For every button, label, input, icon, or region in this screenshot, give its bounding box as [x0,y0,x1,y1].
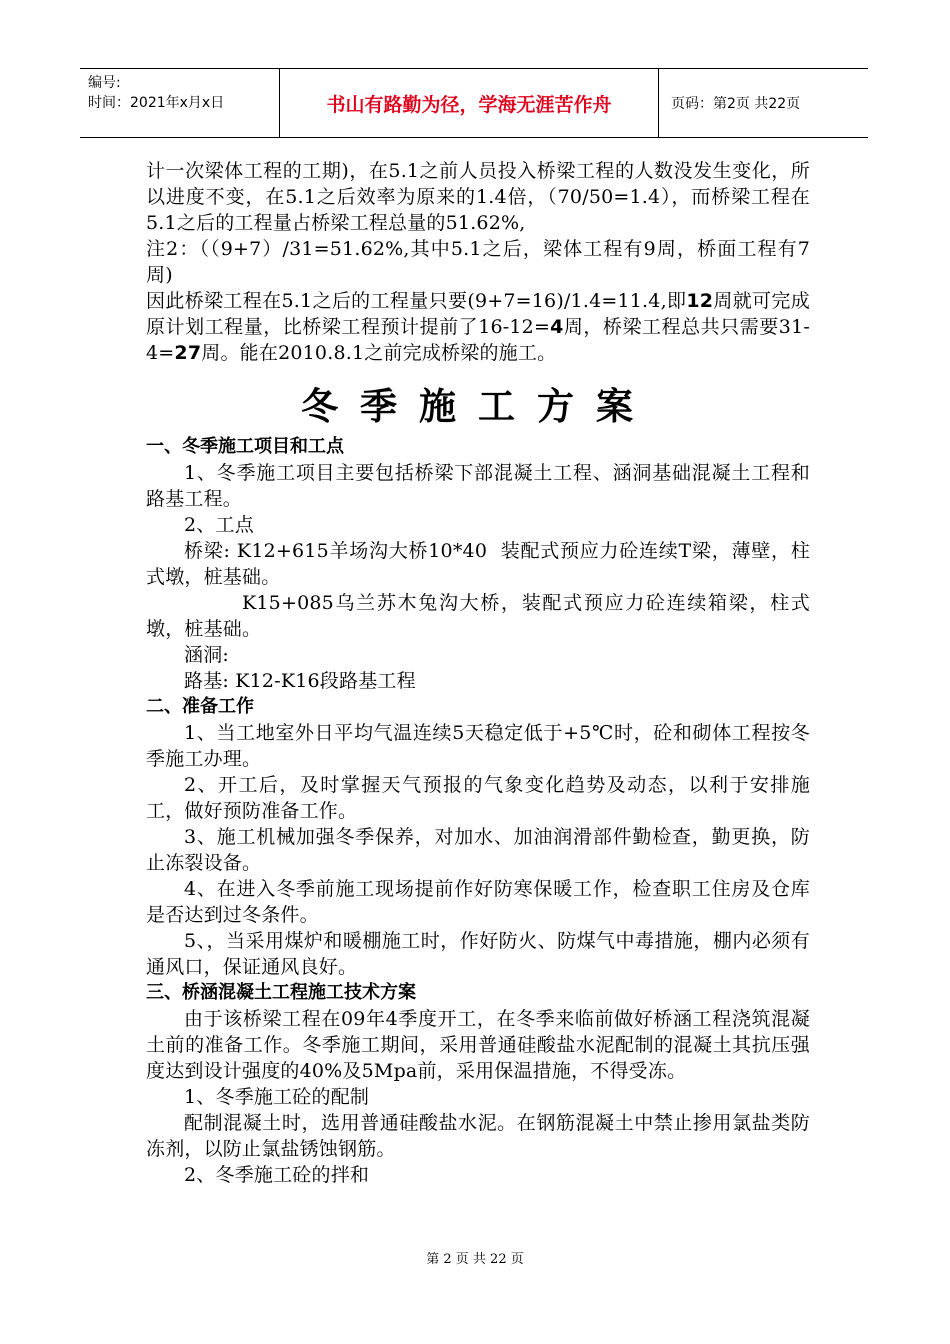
prep-item: 2、开工后，及时掌握天气预报的气象变化趋势及动态，以利于安排施工，做好预防准备工作。 [146,774,810,822]
section-1-item-1: 1、冬季施工项目主要包括桥梁下部混凝土工程、涵洞基础混凝土工程和路基工程。 [146,462,810,510]
intro-paragraph-2 [146,288,810,366]
prep-item: 5、，当采用煤炉和暖棚施工时，作好防火、防煤气中毒措施，棚内必须有通风口，保证通风良好。 [146,930,810,978]
intro-text: 周就可完成原计划工程量，比桥梁工程预计提前了16-12= [146,290,810,338]
header-meta [80,69,280,137]
number-label: 编号: [88,75,121,91]
section-3-sub-1: 1、冬季施工砼的配制 [184,1086,370,1108]
roadbed-line: 路基: K12-K16段路基工程 [184,670,416,692]
section-1-heading: 一、冬季施工项目和工点 [146,436,344,457]
intro-note: 注2：（（9+7）/31=51.62%,其中5.1之后，梁体工程有9周，桥面工程有7周) [146,238,810,286]
section-3-heading: 三、桥涵混凝土工程施工技术方案 [146,982,416,1003]
bold-weeks: 27 [174,342,202,364]
date-label: 时间：2021年x月x日 [88,95,225,111]
section-3-sub-1-text: 配制混凝土时，选用普通硅酸盐水泥。在钢筋混凝土中禁止掺用氯盐类防冻剂，以防止氯盐锈蚀钢筋。 [146,1112,810,1160]
header-page-label: 页码：第2页 共22页 [671,96,801,112]
bold-weeks: 12 [686,290,714,312]
page-title: 冬季施工方案 [301,384,655,428]
page-footer: 第 2 页 共 22 页 [426,1252,524,1267]
section-3-sub-2: 2、冬季施工砼的拌和 [184,1164,370,1186]
culvert-line: 涵洞: [184,644,230,666]
prep-item: 4、在进入冬季前施工现场提前作好防寒保暖工作，检查职工住房及仓库是否达到过冬条件。 [146,878,810,926]
bridge-1: 桥梁: K12+615羊场沟大桥10*40 装配式预应力砼连续T梁，薄壁，柱式墩，桩基础。 [146,540,810,588]
intro-text: 因此桥梁工程在5.1之后的工程量只要(9+7=16)/1.4=11.4,即 [146,290,687,312]
document-body [146,158,810,1188]
bold-weeks: 4 [550,316,564,338]
intro-paragraph-1: 计一次梁体工程的工期)，在5.1之前人员投入桥梁工程的人数没发生变化，所以进度不变，在5.1之后效率为原来的1.4倍，（70/50=1.4），而桥梁工程在5.1之后的工程量占桥梁工程总量的51.62%, [146,160,810,234]
prep-item: 3、施工机械加强冬季保养，对加水、加油润滑部件勤检查，勤更换，防止冻裂设备。 [146,826,810,874]
section-3-intro: 由于该桥梁工程在09年4季度开工，在冬季来临前做好桥涵工程浇筑混凝土前的准备工作。冬季施工期间，采用普通硅酸盐水泥配制的混凝土其抗压强度达到设计强度的40%及5Mpa前，采用保温措施，不得受冻。 [146,1008,810,1082]
prep-item: 1、当工地室外日平均气温连续5天稳定低于+5℃时，砼和砌体工程按冬季施工办理。 [146,722,810,770]
document-header [80,68,868,138]
intro-text: 周。能在2010.8.1之前完成桥梁的施工。 [201,342,557,364]
header-motto: 书山有路勤为径，学海无涯苦作舟 [280,69,659,137]
section-2-heading: 二、准备工作 [146,696,254,717]
intro-text: 周，桥梁工程总共只需要31-4= [146,316,810,364]
bridge-2: K15+085乌兰苏木兔沟大桥，装配式预应力砼连续箱梁，柱式墩，桩基础。 [146,592,810,640]
section-1-item-2: 2、工点 [184,514,254,536]
